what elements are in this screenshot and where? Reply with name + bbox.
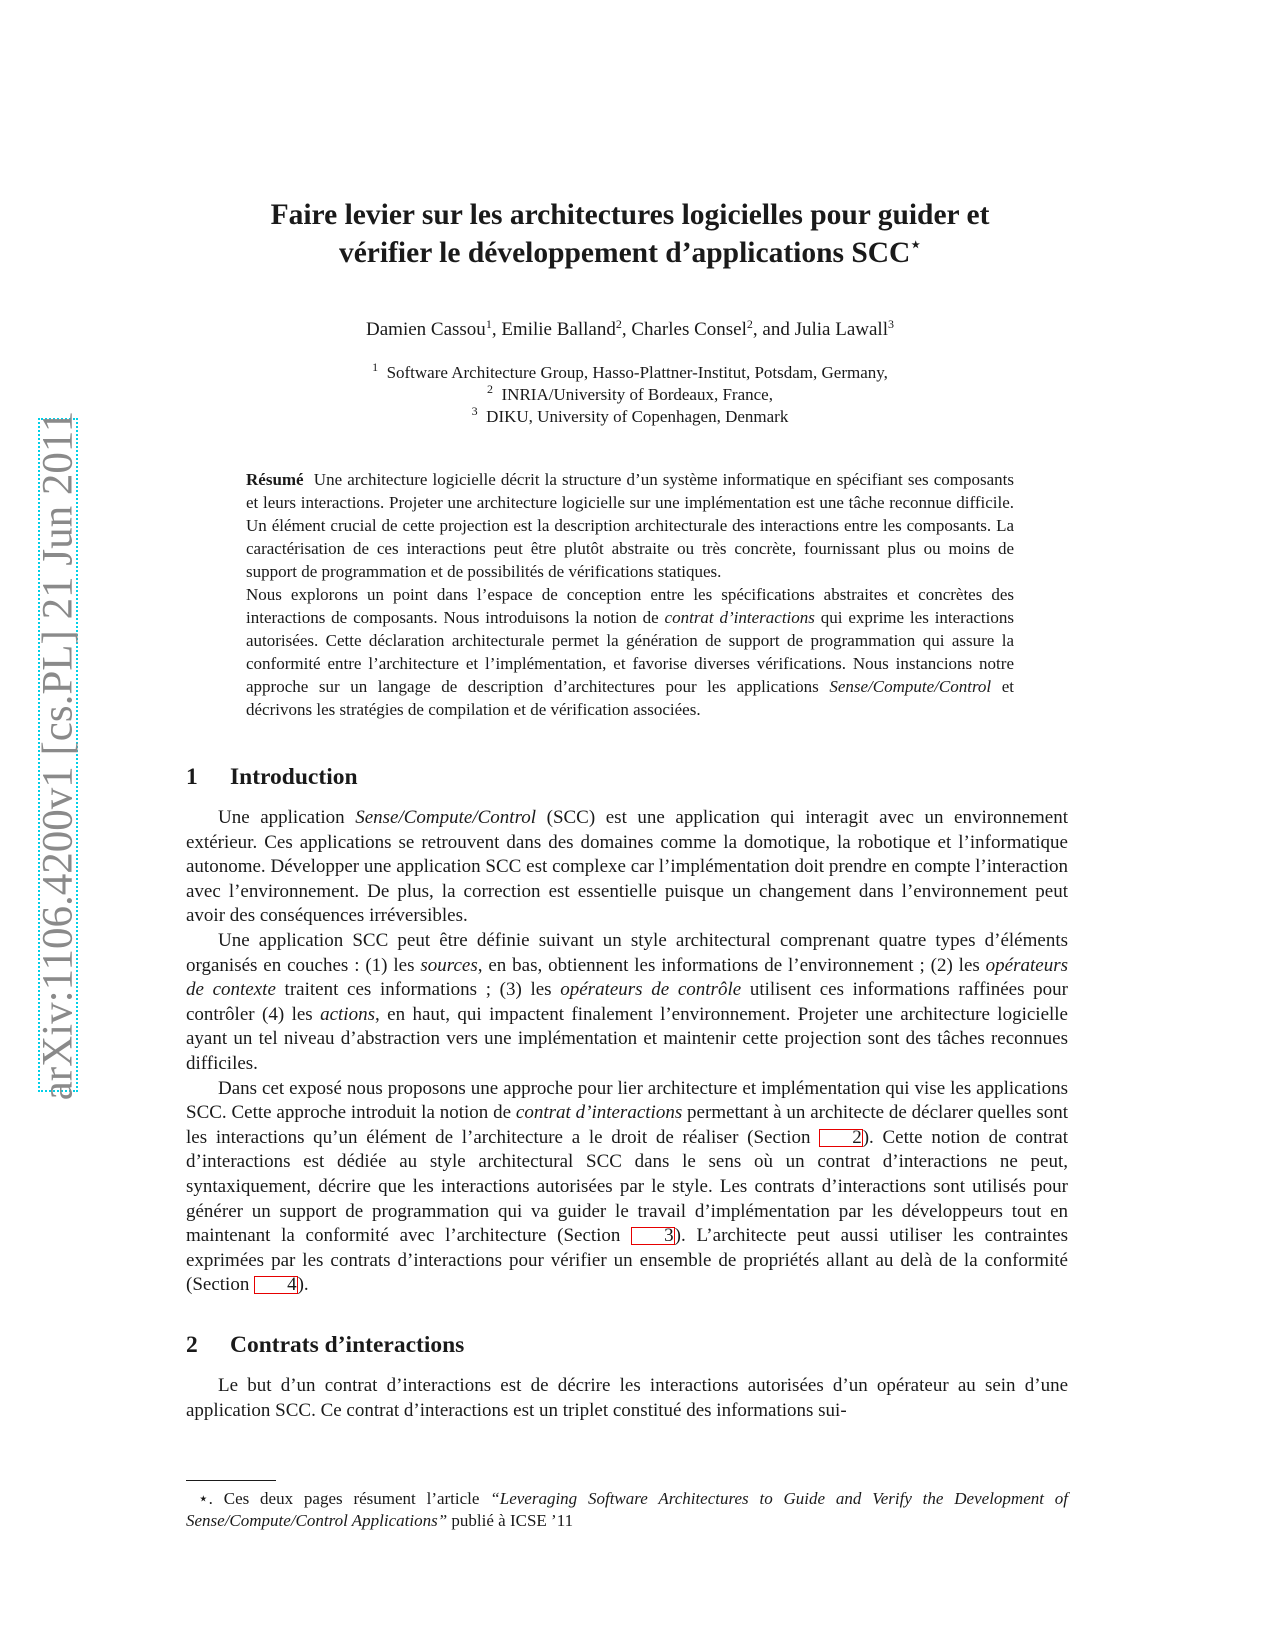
footnote	[186, 1488, 1068, 1532]
author-1-affil: 1	[485, 317, 492, 331]
section-1-number: 1	[186, 764, 198, 790]
s1p3-text-d: ). L’architecte peut aussi utiliser les contraintes exprimées par les contrats d’interactions pour vérifier un ensemble de propriétés allant au delà de la conformité (Section	[186, 1225, 1068, 1296]
footnote-text-a: Ces deux pages résument l’article	[212, 1489, 491, 1508]
affiliation-2-mark: 2	[487, 382, 494, 396]
s1p3-text-e: ).	[297, 1274, 309, 1296]
section-1-title: Introduction	[230, 764, 358, 790]
section-1-paragraph-2	[186, 929, 1068, 1077]
footnote-text	[186, 1488, 1068, 1532]
affiliation-2-text: INRIA/University of Bordeaux, France,	[501, 385, 773, 404]
author-1: Damien Cassou	[366, 319, 486, 340]
abstract-text-2c: et décrivons les stratégies de compilation et de vérification associées.	[246, 677, 1014, 719]
s1p3-text-a: Dans cet exposé nous proposons une approche pour lier architecture et implémentation qui vise les applications SCC. Cette approche introduit la notion de	[186, 1077, 1068, 1124]
section-2-body	[186, 1374, 1068, 1423]
s1p3-text-c: ). Cette notion de contrat d’interactions est dédiée au style architectural SCC dans le sens où un contrat d’interactions ne peut, syntaxiquement, décrire que les interactions autorisées par le style. Les contrats d’interactions sont utilisés pour générer un support de programmation qui va guider le travail d’implémentation par les développeurs tout en maintenant la conformité avec l’architecture (Section	[186, 1126, 1068, 1247]
arxiv-stamp	[34, 410, 82, 1100]
title-line-2-text: vérifier le développement d’applications SCC	[338, 237, 911, 269]
section-2-paragraph-1: Le but d’un contrat d’interactions est de décrire les interactions autorisées d’un opérateur au sein d’une application SCC. Ce contrat d’interactions est un triplet constitué des informations sui-	[186, 1375, 1068, 1421]
s1p2-emphasis-4: actions	[320, 1003, 375, 1025]
s1p1-text-b: (SCC) est une application qui interagit avec un environnement extérieur. Ces applications se retrouvent dans des domaines comme la domotique, la robotique et l’informatique autonome. Développer une application SCC est complexe car l’implémentation doit prendre en compte l’interaction avec l’environnement. De plus, la correction est essentielle puisque un changement dans l’environnement peut avoir des conséquences irréversibles.	[186, 807, 1068, 927]
s1p2-text-a: Une application SCC peut être définie suivant un style architectural comprenant quatre types d’éléments organisés en couches : (1) les	[186, 929, 1068, 976]
affiliation-list	[180, 362, 1080, 428]
abstract	[246, 468, 1014, 721]
section-2-heading	[186, 1330, 1076, 1360]
abstract-emphasis-2: Sense/Compute/Control	[829, 677, 992, 696]
s1p2-text-b: , en bas, obtiennent les informations de l’environnement ; (2) les	[477, 954, 986, 976]
paper-title	[180, 196, 1080, 272]
footnote-rule	[186, 1480, 276, 1481]
section-2-title: Contrats d’interactions	[230, 1332, 465, 1358]
title-line-2	[180, 234, 1080, 272]
author-4-affil: 3	[887, 317, 894, 331]
affiliation-1-mark: 1	[372, 360, 379, 374]
affiliation-3-mark: 3	[471, 404, 478, 418]
affiliation-1-text: Software Architecture Group, Hasso-Plattner-Institut, Potsdam, Germany,	[386, 363, 888, 382]
section-3-link[interactable]: 3	[631, 1227, 675, 1245]
s1p2-text-e: , en haut, qui impactent finalement l’environnement. Projeter une architecture logicielle ayant un tel niveau d’abstraction vers une implémentation et maintenir cette projection sont des tâches reconnues difficiles.	[186, 1003, 1068, 1074]
abstract-text-2a: Nous explorons un point dans l’espace de conception entre les spécifications abstraites et concrètes des interactions de composants. Nous introduisons la notion de	[246, 585, 1014, 627]
s1p2-emphasis-2: opérateurs de contexte	[186, 954, 1068, 1001]
s1p2-text-d: utilisent ces informations raffinées pour contrôler (4) les	[186, 979, 1068, 1025]
section-1-paragraph-3	[186, 1077, 1068, 1298]
s1p2-emphasis-1: sources	[420, 954, 478, 976]
footnote-mark: ⋆.	[198, 1489, 213, 1508]
author-3: , Charles Consel	[621, 319, 747, 340]
footnote-article-title: “Leveraging Software Architectures to Guide and Verify the Development of Sense/Compute/Control Applications”	[186, 1489, 1069, 1530]
author-2: , Emilie Balland	[491, 319, 616, 340]
arxiv-stamp-text: arXiv:1106.4200v1 [cs.PL] 21 Jun 2011	[34, 410, 82, 1100]
affiliation-1	[180, 362, 1080, 384]
abstract-text-2b: qui exprime les interactions autorisées. Cette déclaration architecturale permet la génération de support de programmation qui assure la conformité entre l’architecture et l’implémentation, et favorise diverses vérifications. Nous instancions notre approche sur un langage de description d’architectures pour les applications	[246, 608, 1014, 696]
title-line-1: Faire levier sur les architectures logicielles pour guider et	[270, 199, 990, 231]
section-1-body	[186, 806, 1068, 1298]
affiliation-3-text: DIKU, University of Copenhagen, Denmark	[486, 407, 789, 426]
abstract-text-1: Une architecture logicielle décrit la structure d’un système informatique en spécifiant ses composants et leurs interactions. Projeter une architecture logicielle sur une implémentation est une tâche reconnue difficile. Un élément crucial de cette projection est la description architecturale des interactions entre les composants. La caractérisation de ces interactions peut être plutôt abstraite ou très concrète, fournissant plus ou moins de support de programmation et de possibilités de vérifications statiques.	[246, 470, 1014, 581]
s1p1-emphasis: Sense/Compute/Control	[355, 807, 537, 828]
affiliation-2	[180, 384, 1080, 406]
footnote-text-b: publié à ICSE ’11	[447, 1511, 574, 1530]
title-footnote-mark: ⋆	[910, 235, 922, 254]
author-2-affil: 2	[615, 317, 622, 331]
section-1-heading	[186, 762, 1076, 792]
section-2-link[interactable]: 2	[819, 1129, 863, 1147]
section-1-paragraph-1	[186, 806, 1068, 929]
abstract-paragraph-1	[246, 468, 1014, 583]
s1p2-text-c: traitent ces informations ; (3) les	[275, 979, 561, 1001]
author-list	[180, 318, 1080, 342]
abstract-paragraph-2	[246, 583, 1014, 721]
section-2-number: 2	[186, 1332, 198, 1358]
s1p3-text-b: permettant à un architecte de déclarer quelles sont les interactions qu’un élément de l’architecture a le droit de réaliser (Section	[186, 1102, 1069, 1148]
section-4-link[interactable]: 4	[254, 1276, 298, 1294]
abstract-label: Résumé	[246, 470, 304, 489]
author-4: , and Julia Lawall	[752, 319, 888, 340]
s1p2-emphasis-3: opérateurs de contrôle	[560, 979, 742, 1001]
s1p3-emphasis: contrat d’interactions	[515, 1102, 683, 1124]
abstract-emphasis-1: contrat d’interactions	[664, 608, 815, 627]
s1p1-text-a: Une application	[218, 807, 356, 828]
affiliation-3	[180, 406, 1080, 428]
author-3-affil: 2	[746, 317, 753, 331]
